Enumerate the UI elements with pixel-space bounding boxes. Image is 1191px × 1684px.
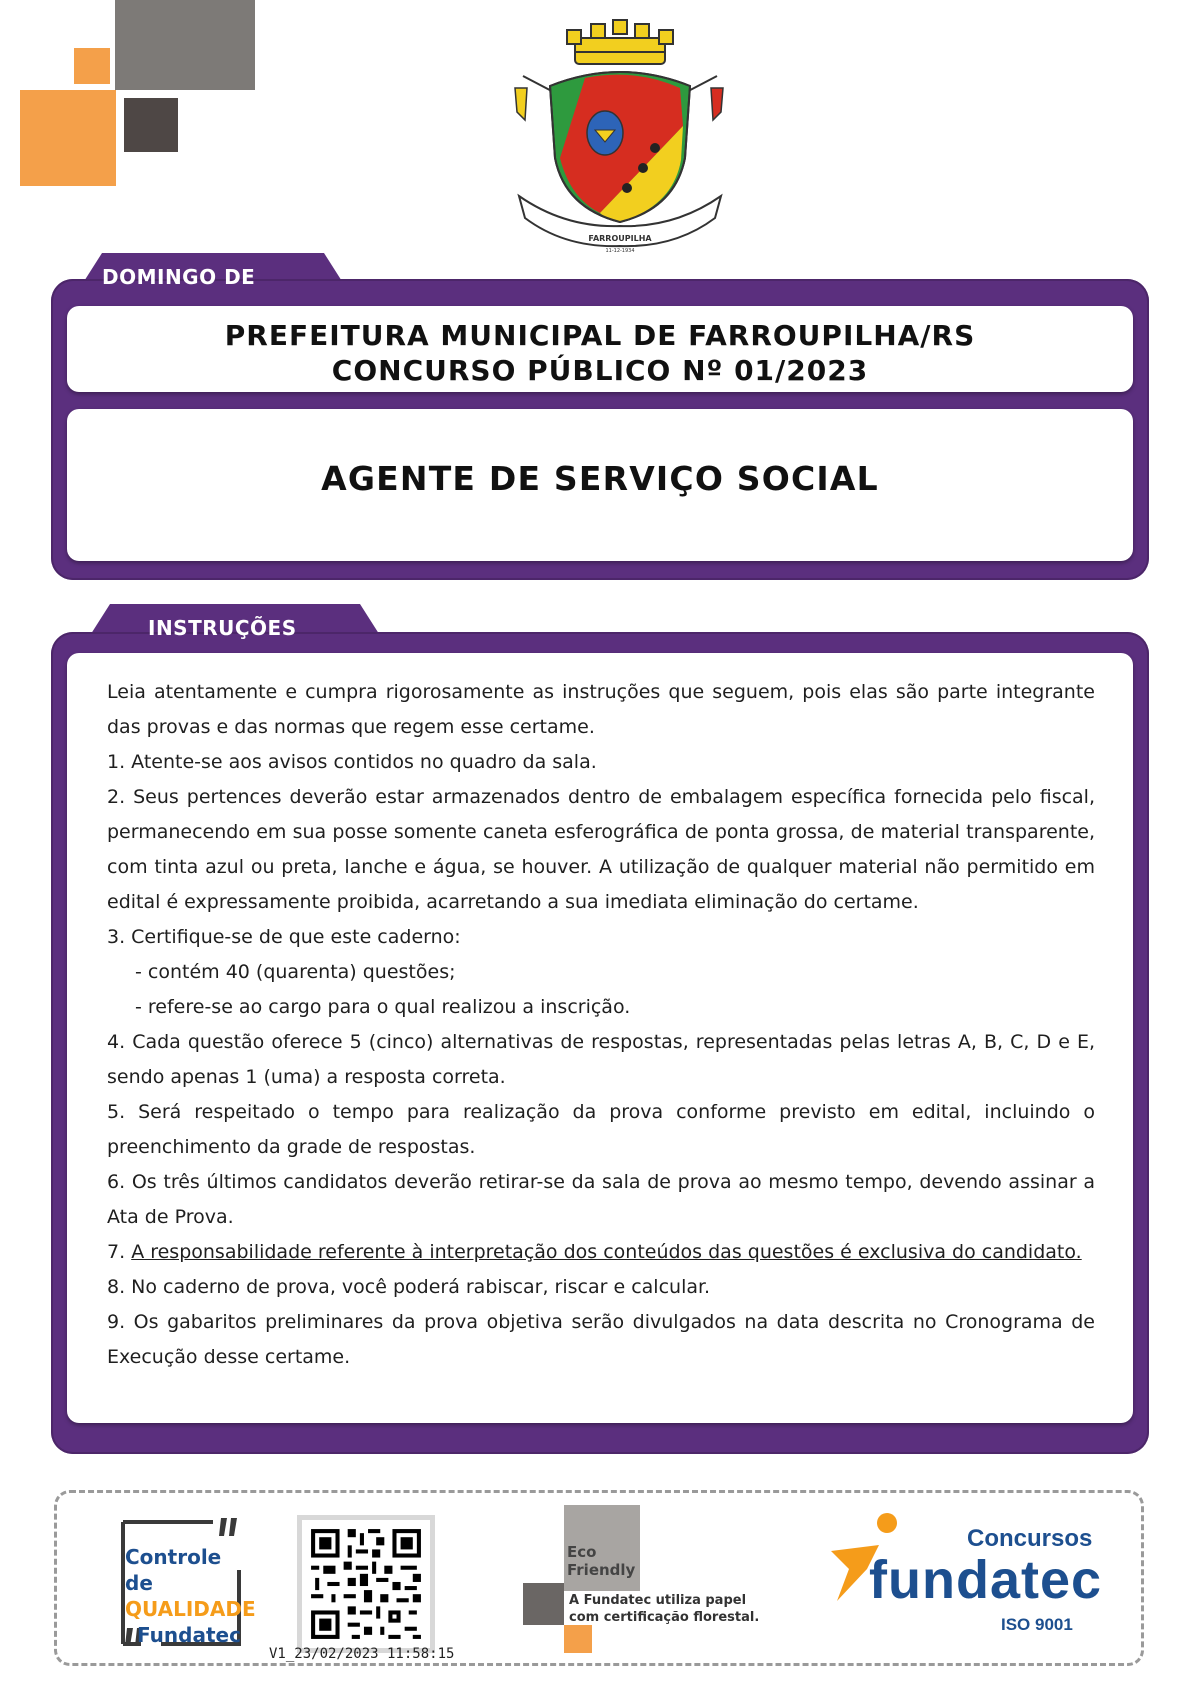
- instructions-intro: Leia atentamente e cumpra rigorosamente as instruções que seguem, pois elas são parte integrante das provas e das normas que regem esse certame.: [107, 681, 1095, 738]
- instructions-text: [107, 675, 1095, 1375]
- quality-text: [125, 1544, 256, 1648]
- eco-title-line2: Friendly: [567, 1561, 636, 1579]
- instruction-item-5: 5. Será respeitado o tempo para realização da prova conforme previsto em edital, incluindo o preenchimento da grade de respostas.: [107, 1101, 1095, 1158]
- instruction-item-2: 2. Seus pertences deverão estar armazenados dentro de embalagem específica fornecida pelo fiscal, permanecendo em sua posse somente caneta esferográfica de ponta grossa, de material transparente, com tinta azul ou preta, lanche e água, se houver. A utilização de qualquer material não permitido em edital é expressamente proibida, acarretando a sua imediata eliminação do certame.: [107, 786, 1095, 913]
- qr-code-icon: [307, 1525, 425, 1643]
- title-panel: [67, 306, 1133, 392]
- eco-square-orange: [564, 1625, 592, 1653]
- role-title: AGENTE DE SERVIÇO SOCIAL: [321, 459, 879, 498]
- coat-of-arms-date: 11-12-1934: [605, 248, 635, 254]
- instruction-item-3: 3. Certifique-se de que este caderno:: [107, 926, 461, 948]
- quality-control-logo: [113, 1518, 256, 1648]
- quality-line2: QUALIDADE: [125, 1597, 256, 1621]
- instructions-tab-label: INSTRUÇÕES: [148, 616, 297, 640]
- eco-square-gray: [523, 1583, 564, 1625]
- quality-line3: Fundatec: [137, 1623, 241, 1647]
- quality-line1: Controle de: [125, 1545, 222, 1595]
- instruction-item-1: 1. Atente-se aos avisos contidos no quadro da sala.: [107, 751, 597, 773]
- page-title-line1: PREFEITURA MUNICIPAL DE FARROUPILHA/RS: [224, 319, 976, 352]
- eco-title-line1: Eco: [567, 1543, 597, 1561]
- decor-square-orange-small: [74, 48, 110, 84]
- instruction-item-7-text: A responsabilidade referente à interpretação dos conteúdos das questões é exclusiva do candidato.: [131, 1241, 1082, 1263]
- instruction-item-9: 9. Os gabaritos preliminares da prova objetiva serão divulgados na data descrita no Cronograma de Execução desse certame.: [107, 1311, 1095, 1368]
- brand-iso: ISO 9001: [1001, 1615, 1073, 1634]
- instruction-item-7-number: 7.: [107, 1241, 126, 1263]
- fundatec-logo: [827, 1511, 1103, 1651]
- role-panel: [67, 409, 1133, 561]
- decor-square-orange-large: [20, 90, 116, 186]
- eco-caption-line2: com certificação florestal.: [569, 1610, 760, 1625]
- qr-code: [297, 1515, 435, 1653]
- session-tab-label: DOMINGO DE MANHÃ: [102, 265, 256, 337]
- coat-of-arms-banner: FARROUPILHA: [588, 234, 652, 243]
- instruction-item-4: 4. Cada questão oferece 5 (cinco) alternativas de respostas, representadas pelas letras A, B, C, D e E, sendo apenas 1 (uma) a resposta correta.: [107, 1031, 1095, 1088]
- coat-of-arms-icon: [505, 8, 735, 270]
- instruction-item-6: 6. Os três últimos candidatos deverão retirar-se da sala de prova ao mesmo tempo, devendo assinar a Ata de Prova.: [107, 1171, 1095, 1228]
- brand-concursos: Concursos: [967, 1525, 1093, 1552]
- instruction-item-7: [107, 1235, 1095, 1270]
- decor-square-gray: [115, 0, 255, 90]
- eco-friendly-logo: [523, 1505, 760, 1655]
- version-stamp: V1_23/02/2023 11:58:15: [269, 1646, 455, 1662]
- instruction-subitem-3a: - contém 40 (quarenta) questões;: [135, 961, 456, 983]
- brand-name: fundatec: [869, 1550, 1103, 1610]
- header-frame: [51, 279, 1149, 580]
- eco-caption-line1: A Fundatec utiliza papel: [569, 1593, 747, 1608]
- page-title-line2: CONCURSO PÚBLICO Nº 01/2023: [331, 354, 869, 387]
- instruction-subitem-3b: - refere-se ao cargo para o qual realizou a inscrição.: [135, 996, 631, 1018]
- footer: [54, 1490, 1144, 1666]
- decor-square-dark: [124, 98, 178, 152]
- instruction-item-8: 8. No caderno de prova, você poderá rabiscar, riscar e calcular.: [107, 1276, 711, 1298]
